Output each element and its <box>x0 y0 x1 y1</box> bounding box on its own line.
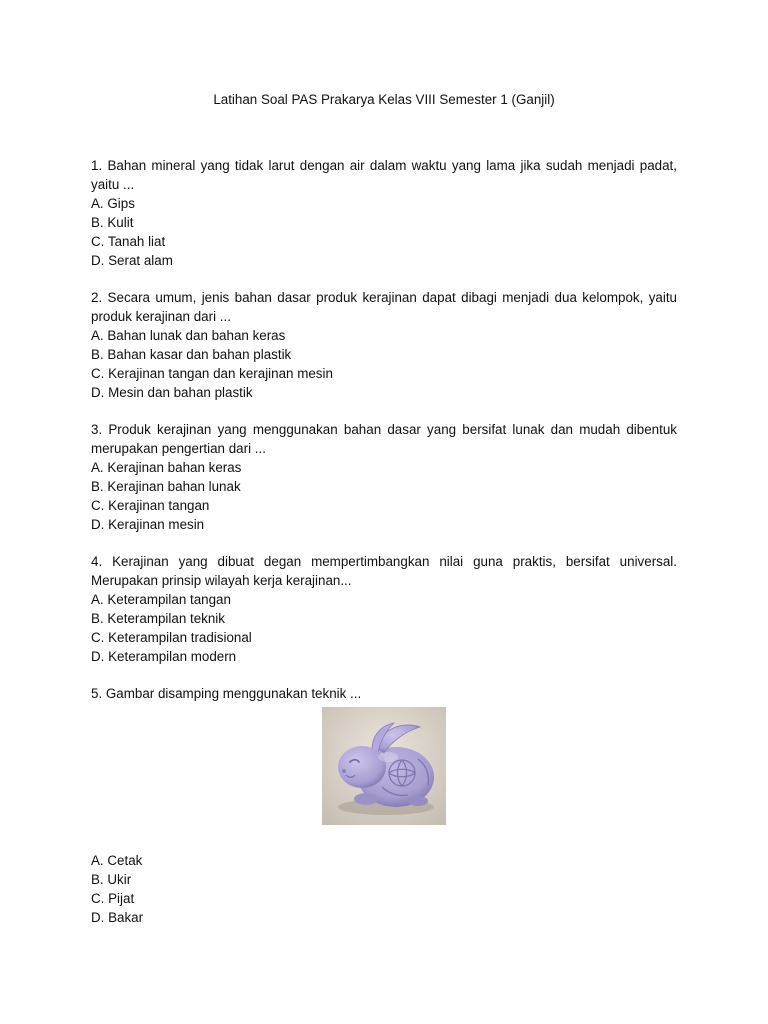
option-d: D. Keterampilan modern <box>91 649 237 664</box>
answer-options <box>91 458 677 534</box>
option-d: D. Mesin dan bahan plastik <box>91 385 253 400</box>
answer-options <box>91 326 677 402</box>
answer-options <box>91 194 677 270</box>
option-a: A. Gips <box>91 196 135 211</box>
question-1 <box>91 156 677 270</box>
question-2 <box>91 288 677 402</box>
question-4 <box>91 552 677 666</box>
answer-options <box>91 851 677 927</box>
question-text: 3. Produk kerajinan yang menggunakan bahan dasar yang bersifat lunak dan mudah dibentuk merupakan pengertian dari ... <box>91 422 677 456</box>
option-a: A. Kerajinan bahan keras <box>91 460 242 475</box>
option-b: B. Kerajinan bahan lunak <box>91 479 241 494</box>
page-title: Latihan Soal PAS Prakarya Kelas VIII Semester 1 (Ganjil) <box>213 92 555 107</box>
question-5 <box>91 684 677 927</box>
option-c: C. Kerajinan tangan dan kerajinan mesin <box>91 366 333 381</box>
option-d: D. Serat alam <box>91 253 173 268</box>
option-c: C. Tanah liat <box>91 234 166 249</box>
option-c: C. Pijat <box>91 891 135 906</box>
option-b: B. Keterampilan teknik <box>91 611 225 626</box>
document-page <box>91 90 677 945</box>
option-d: D. Kerajinan mesin <box>91 517 205 532</box>
option-c: C. Keterampilan tradisional <box>91 630 252 645</box>
option-b: B. Kulit <box>91 215 134 230</box>
question-image <box>91 707 677 825</box>
option-c: C. Kerajinan tangan <box>91 498 210 513</box>
option-a: A. Cetak <box>91 853 143 868</box>
option-d: D. Bakar <box>91 910 144 925</box>
question-text: 1. Bahan mineral yang tidak larut dengan air dalam waktu yang lama jika sudah menjadi padat, yaitu ... <box>91 158 677 192</box>
rabbit-soap-photo <box>322 707 446 825</box>
question-3 <box>91 420 677 534</box>
answer-options <box>91 590 677 666</box>
option-b: B. Ukir <box>91 872 132 887</box>
option-a: A. Keterampilan tangan <box>91 592 231 607</box>
question-text: 5. Gambar disamping menggunakan teknik ... <box>91 686 362 701</box>
question-text: 4. Kerajinan yang dibuat degan mempertimbangkan nilai guna praktis, bersifat universal. Merupakan prinsip wilayah kerja kerajinan... <box>91 554 677 588</box>
option-b: B. Bahan kasar dan bahan plastik <box>91 347 292 362</box>
question-text: 2. Secara umum, jenis bahan dasar produk kerajinan dapat dibagi menjadi dua kelompok, yaitu produk kerajinan dari ... <box>91 290 677 324</box>
option-a: A. Bahan lunak dan bahan keras <box>91 328 286 343</box>
